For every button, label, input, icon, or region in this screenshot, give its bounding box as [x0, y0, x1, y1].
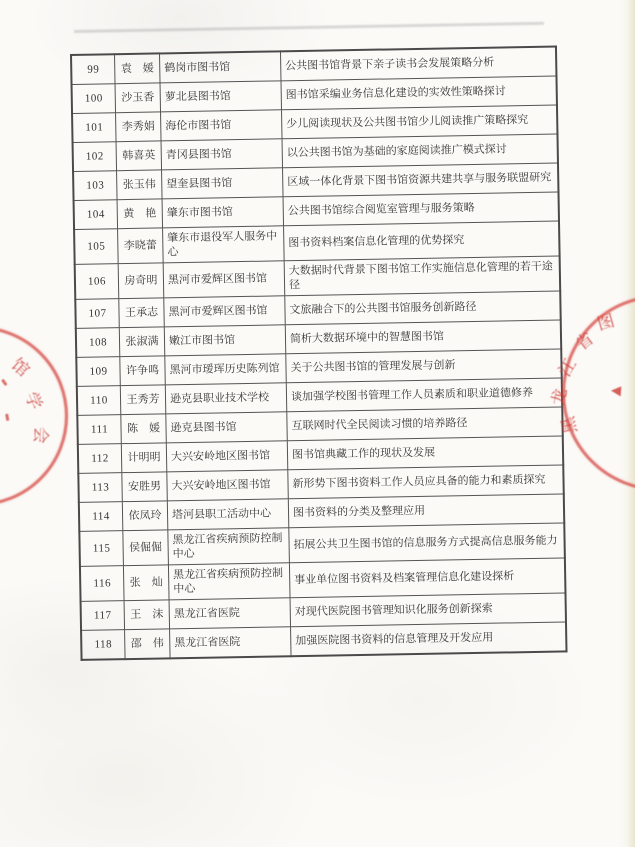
cell-title: 以公共图书馆为基础的家庭阅读推广模式探讨	[282, 134, 558, 168]
cell-title: 图书馆采编业务信息化建设的实效性策略探讨	[281, 76, 557, 110]
cell-no: 118	[81, 630, 125, 660]
cell-no: 111	[77, 415, 121, 445]
cell-name: 张淑满	[119, 327, 164, 357]
cell-institution: 黑龙江省疾病预防控制中心	[168, 563, 290, 600]
cell-institution: 黑龙江省疾病预防控制中心	[168, 528, 290, 565]
cell-no: 105	[74, 229, 118, 265]
cell-name: 张玉伟	[117, 170, 162, 200]
cell-title: 对现代医院图书管理知识化服务创新探索	[290, 593, 566, 627]
cell-title: 图书资料的分类及整理应用	[288, 494, 564, 528]
cell-name: 侯倔倔	[123, 530, 169, 566]
cell-no: 113	[78, 473, 122, 503]
cell-name: 房奇明	[118, 263, 164, 299]
cell-title: 关于公共图书馆的管理发展与创新	[286, 349, 562, 383]
cell-no: 102	[73, 142, 117, 172]
seal-character: 龙	[548, 386, 571, 407]
cell-no: 116	[80, 566, 124, 602]
cell-title: 图书馆典藏工作的现状及发展	[287, 436, 563, 470]
cell-institution: 黑河市爱辉区图书馆	[164, 296, 285, 327]
seal-character: 江	[555, 355, 581, 380]
cell-name: 依凤玲	[122, 501, 167, 531]
cell-institution: 逊克县职业技术学校	[165, 383, 286, 414]
cell-name: 计明明	[121, 443, 166, 473]
cell-name: 袁 媛	[115, 53, 161, 83]
cell-title: 简析大数据环境中的智慧图书馆	[285, 320, 561, 354]
cell-name: 张 灿	[123, 565, 169, 601]
cell-name: 沙玉香	[115, 83, 160, 113]
cell-no: 107	[75, 299, 119, 329]
seal-fragment	[1, 379, 7, 386]
cell-title: 大数据时代背景下图书馆工作实施信息化管理的若干途径	[284, 256, 560, 296]
cell-institution: 塔河县职工活动中心	[167, 499, 288, 530]
cell-institution: 黑河市瑷珲历史陈列馆	[165, 354, 286, 385]
seal-character: 会	[30, 425, 51, 445]
cell-name: 安胜男	[122, 472, 167, 502]
cell-no: 114	[79, 502, 123, 532]
cell-institution: 青冈县图书馆	[161, 139, 282, 170]
cell-name: 王 沫	[124, 600, 169, 630]
cell-name: 许争鸣	[120, 356, 165, 386]
cell-no: 103	[73, 171, 117, 201]
cell-institution: 海伦市图书馆	[161, 110, 282, 141]
cell-title: 公共图书馆综合阅览室管理与服务策略	[283, 192, 559, 226]
cell-no: 99	[71, 54, 115, 84]
cell-title: 区域一体化背景下图书馆资源共建共享与服务联盟研究	[283, 163, 559, 197]
cell-title: 文旅融合下的公共图书馆服务创新路径	[285, 291, 561, 325]
cell-no: 101	[72, 113, 116, 143]
cell-title: 加强医院图书资料的信息管理及开发应用	[291, 622, 567, 656]
cell-institution: 黑河市爱辉区图书馆	[163, 261, 285, 298]
table-area	[70, 46, 568, 661]
scan-edge-shadow	[619, 0, 635, 847]
cell-institution: 大兴安岭地区图书馆	[167, 470, 288, 501]
seal-character: 图	[595, 311, 617, 334]
cell-institution: 嫩江市图书馆	[164, 325, 285, 356]
cell-name: 李晓蕾	[118, 228, 164, 264]
cell-title: 新形势下图书资料工作人员应具备的能力和素质探究	[288, 465, 564, 499]
cell-institution: 鹤岗市图书馆	[160, 51, 281, 83]
cell-no: 117	[81, 601, 125, 631]
cell-no: 106	[75, 264, 119, 300]
seal-circle	[0, 326, 68, 506]
seal-character: 馆	[7, 354, 34, 381]
cell-institution: 望奎县图书馆	[162, 168, 283, 199]
cell-institution: 肇东市退役军人服务中心	[163, 226, 285, 263]
cell-institution: 大兴安岭地区图书馆	[166, 441, 287, 472]
cell-name: 黄 艳	[117, 199, 162, 229]
cell-institution: 黑龙江省医院	[169, 598, 290, 629]
cell-name: 邵 伟	[125, 629, 171, 659]
seal-character: 黑	[558, 414, 581, 436]
cell-name: 陈 媛	[121, 414, 166, 444]
cell-no: 108	[76, 328, 120, 358]
cell-no: 104	[74, 200, 118, 230]
scan-artifact-line	[74, 22, 544, 33]
cell-institution: 黑龙江省医院	[170, 627, 291, 659]
cell-name: 韩喜英	[116, 141, 161, 171]
cell-title: 少儿阅读现状及公共图书馆少儿阅读推广策略探究	[282, 105, 558, 139]
cell-name: 王承志	[119, 298, 164, 328]
cell-title: 拓展公共卫生图书馆的信息服务方式提高信息服务能力	[289, 523, 565, 563]
cell-no: 112	[78, 444, 122, 474]
cell-name: 王秀芳	[120, 385, 165, 415]
cell-title: 事业单位图书资料及档案管理信息化建设探析	[289, 558, 565, 598]
cell-institution: 肇东市图书馆	[162, 197, 283, 228]
seal-character: 学	[21, 389, 46, 413]
cell-no: 100	[72, 84, 116, 114]
submissions-table	[70, 46, 568, 661]
cell-no: 109	[76, 357, 120, 387]
cell-institution: 逊克县图书馆	[166, 412, 287, 443]
cell-title: 谈加强学校图书管理工作人员素质和职业道德修养	[286, 378, 562, 412]
seal-fragment	[6, 414, 10, 421]
cell-name: 李秀娟	[116, 112, 161, 142]
seal-character: 省	[572, 328, 598, 355]
cell-no: 115	[79, 531, 123, 567]
cell-title: 公共图书馆背景下亲子读书会发展策略分析	[280, 47, 556, 81]
cell-institution: 萝北县图书馆	[160, 81, 281, 112]
cell-title: 图书资料档案信息化管理的优势探究	[284, 221, 560, 261]
cell-title: 互联网时代全民阅读习惯的培养路径	[287, 407, 563, 441]
cell-no: 110	[77, 386, 121, 416]
